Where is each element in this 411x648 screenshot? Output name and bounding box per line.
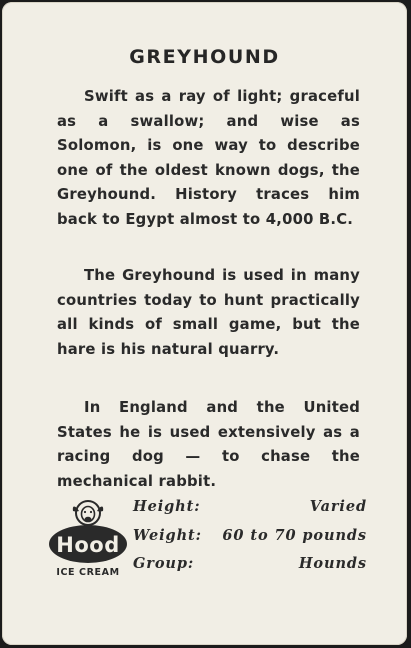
spec-value: 60 to 70 pounds xyxy=(222,526,367,544)
paragraph-racing: In England and the United States he is used extensively as a racing dog — to chase the mechanical rabbit. xyxy=(57,399,360,490)
paragraph-description: Swift as a ray of light; graceful as a swallow; and wise as Solomon, is one way to describe one of the oldest known dogs, the Greyhound. History traces him back to Egypt almost to 4,000 B.C. xyxy=(57,88,360,228)
logo-brand-text: Hood xyxy=(56,533,120,557)
spec-label: Group: xyxy=(133,555,195,572)
cow-head-icon xyxy=(73,501,103,525)
paragraph-usage: The Greyhound is used in many countries today to hunt practically all kinds of small game, but the hare is his natural quarry. xyxy=(57,267,360,358)
spec-row-height xyxy=(133,498,367,527)
logo-subtitle-text: ICE CREAM xyxy=(56,567,120,578)
card-title: GREYHOUND xyxy=(129,46,280,68)
spec-label: Weight: xyxy=(133,526,202,544)
spec-row-weight xyxy=(133,527,367,556)
spec-list xyxy=(133,498,367,584)
spec-label: Height: xyxy=(133,498,201,515)
hood-ice-cream-logo xyxy=(46,500,130,580)
spec-value: Hounds xyxy=(298,555,367,572)
spec-value: Varied xyxy=(309,498,367,515)
dog-card xyxy=(2,2,407,645)
spec-row-group xyxy=(133,555,367,584)
